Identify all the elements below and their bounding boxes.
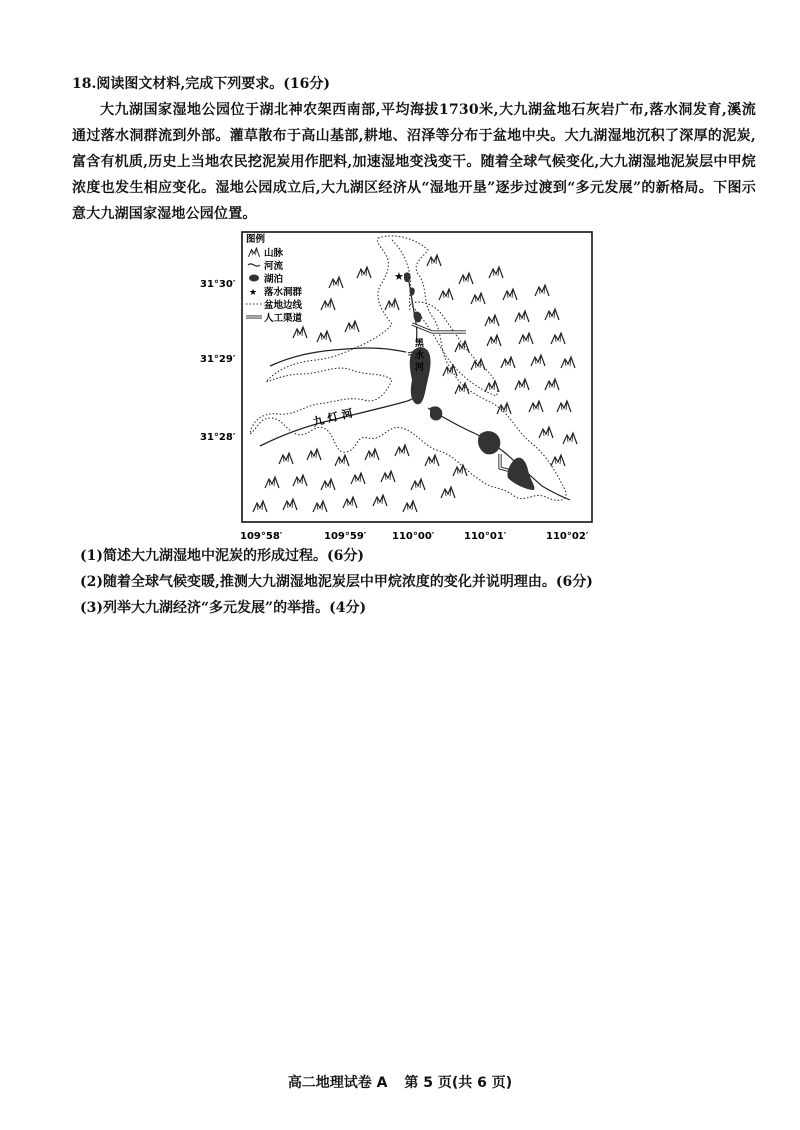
page-footer <box>0 1072 800 1092</box>
map-figure <box>196 228 616 548</box>
lat-label-3130: 31°30′ <box>200 279 236 290</box>
lake-legend-icon <box>249 275 259 282</box>
channel-label-heishui: 黑 水 河 <box>413 338 423 372</box>
legend-mountain: 山脉 <box>264 248 284 259</box>
lon-label-11000: 110°00′ <box>392 531 435 542</box>
sub-questions <box>80 543 760 621</box>
river-label-jiudeng: 九 灯 河 <box>311 406 355 429</box>
legend-lake: 湖泊 <box>264 274 284 285</box>
legend-sinkhole: 落水洞群 <box>264 287 303 298</box>
star-legend-icon: ★ <box>249 288 258 298</box>
wetland-map <box>196 228 616 548</box>
lon-label-11002: 110°02′ <box>546 531 589 542</box>
legend-channel: 人工渠道 <box>264 313 303 324</box>
lon-label-10959: 109°59′ <box>324 531 367 542</box>
legend-river: 河流 <box>264 261 284 272</box>
footer-exam-title: 高二地理试卷 A <box>287 1075 388 1091</box>
sinkhole-star-icon: ★ <box>394 270 404 283</box>
legend-title: 图例 <box>246 234 266 245</box>
sub-question-3: (3)列举大九湖经济“多元发展”的举措。(4分) <box>80 600 367 616</box>
footer-page-number: 第 5 页(共 6 页) <box>404 1075 513 1091</box>
question-passage: 大九湖国家湿地公园位于湖北神农架西南部,平均海拔1730米,大九湖盆地石灰岩广布,落水洞发育,溪流通过落水洞群流到外部。灌草散布于高山基部,耕地、沼泽等分布于盆地中央。大九湖湿地沉积了深厚的泥炭,富含有机质,历史上当地农民挖泥炭用作肥料,加速湿地变浅变干。随着全球气候变化,大九湖湿地泥炭层中甲烷浓度也发生相应变化。湿地公园成立后,大九湖区经济从“湿地开垦”逐步过渡到“多元发展”的新格局。下图示意大九湖国家湿地公园位置。 <box>72 102 756 222</box>
legend-boundary: 盆地边线 <box>264 300 303 311</box>
sub-question-1: (1)简述大九湖湿地中泥炭的形成过程。(6分) <box>80 548 364 564</box>
lat-label-3128: 31°28′ <box>200 432 236 443</box>
lat-label-3129: 31°29′ <box>200 354 236 365</box>
lon-label-10958: 109°58′ <box>240 531 283 542</box>
lon-label-11001: 110°01′ <box>464 531 507 542</box>
lake-north-small <box>404 272 411 282</box>
question-title: 18.阅读图文材料,完成下列要求。(16分) <box>72 76 330 92</box>
sub-question-2: (2)随着全球气候变暖,推测大九湖湿地泥炭层中甲烷浓度的变化并说明理由。(6分) <box>80 574 593 590</box>
